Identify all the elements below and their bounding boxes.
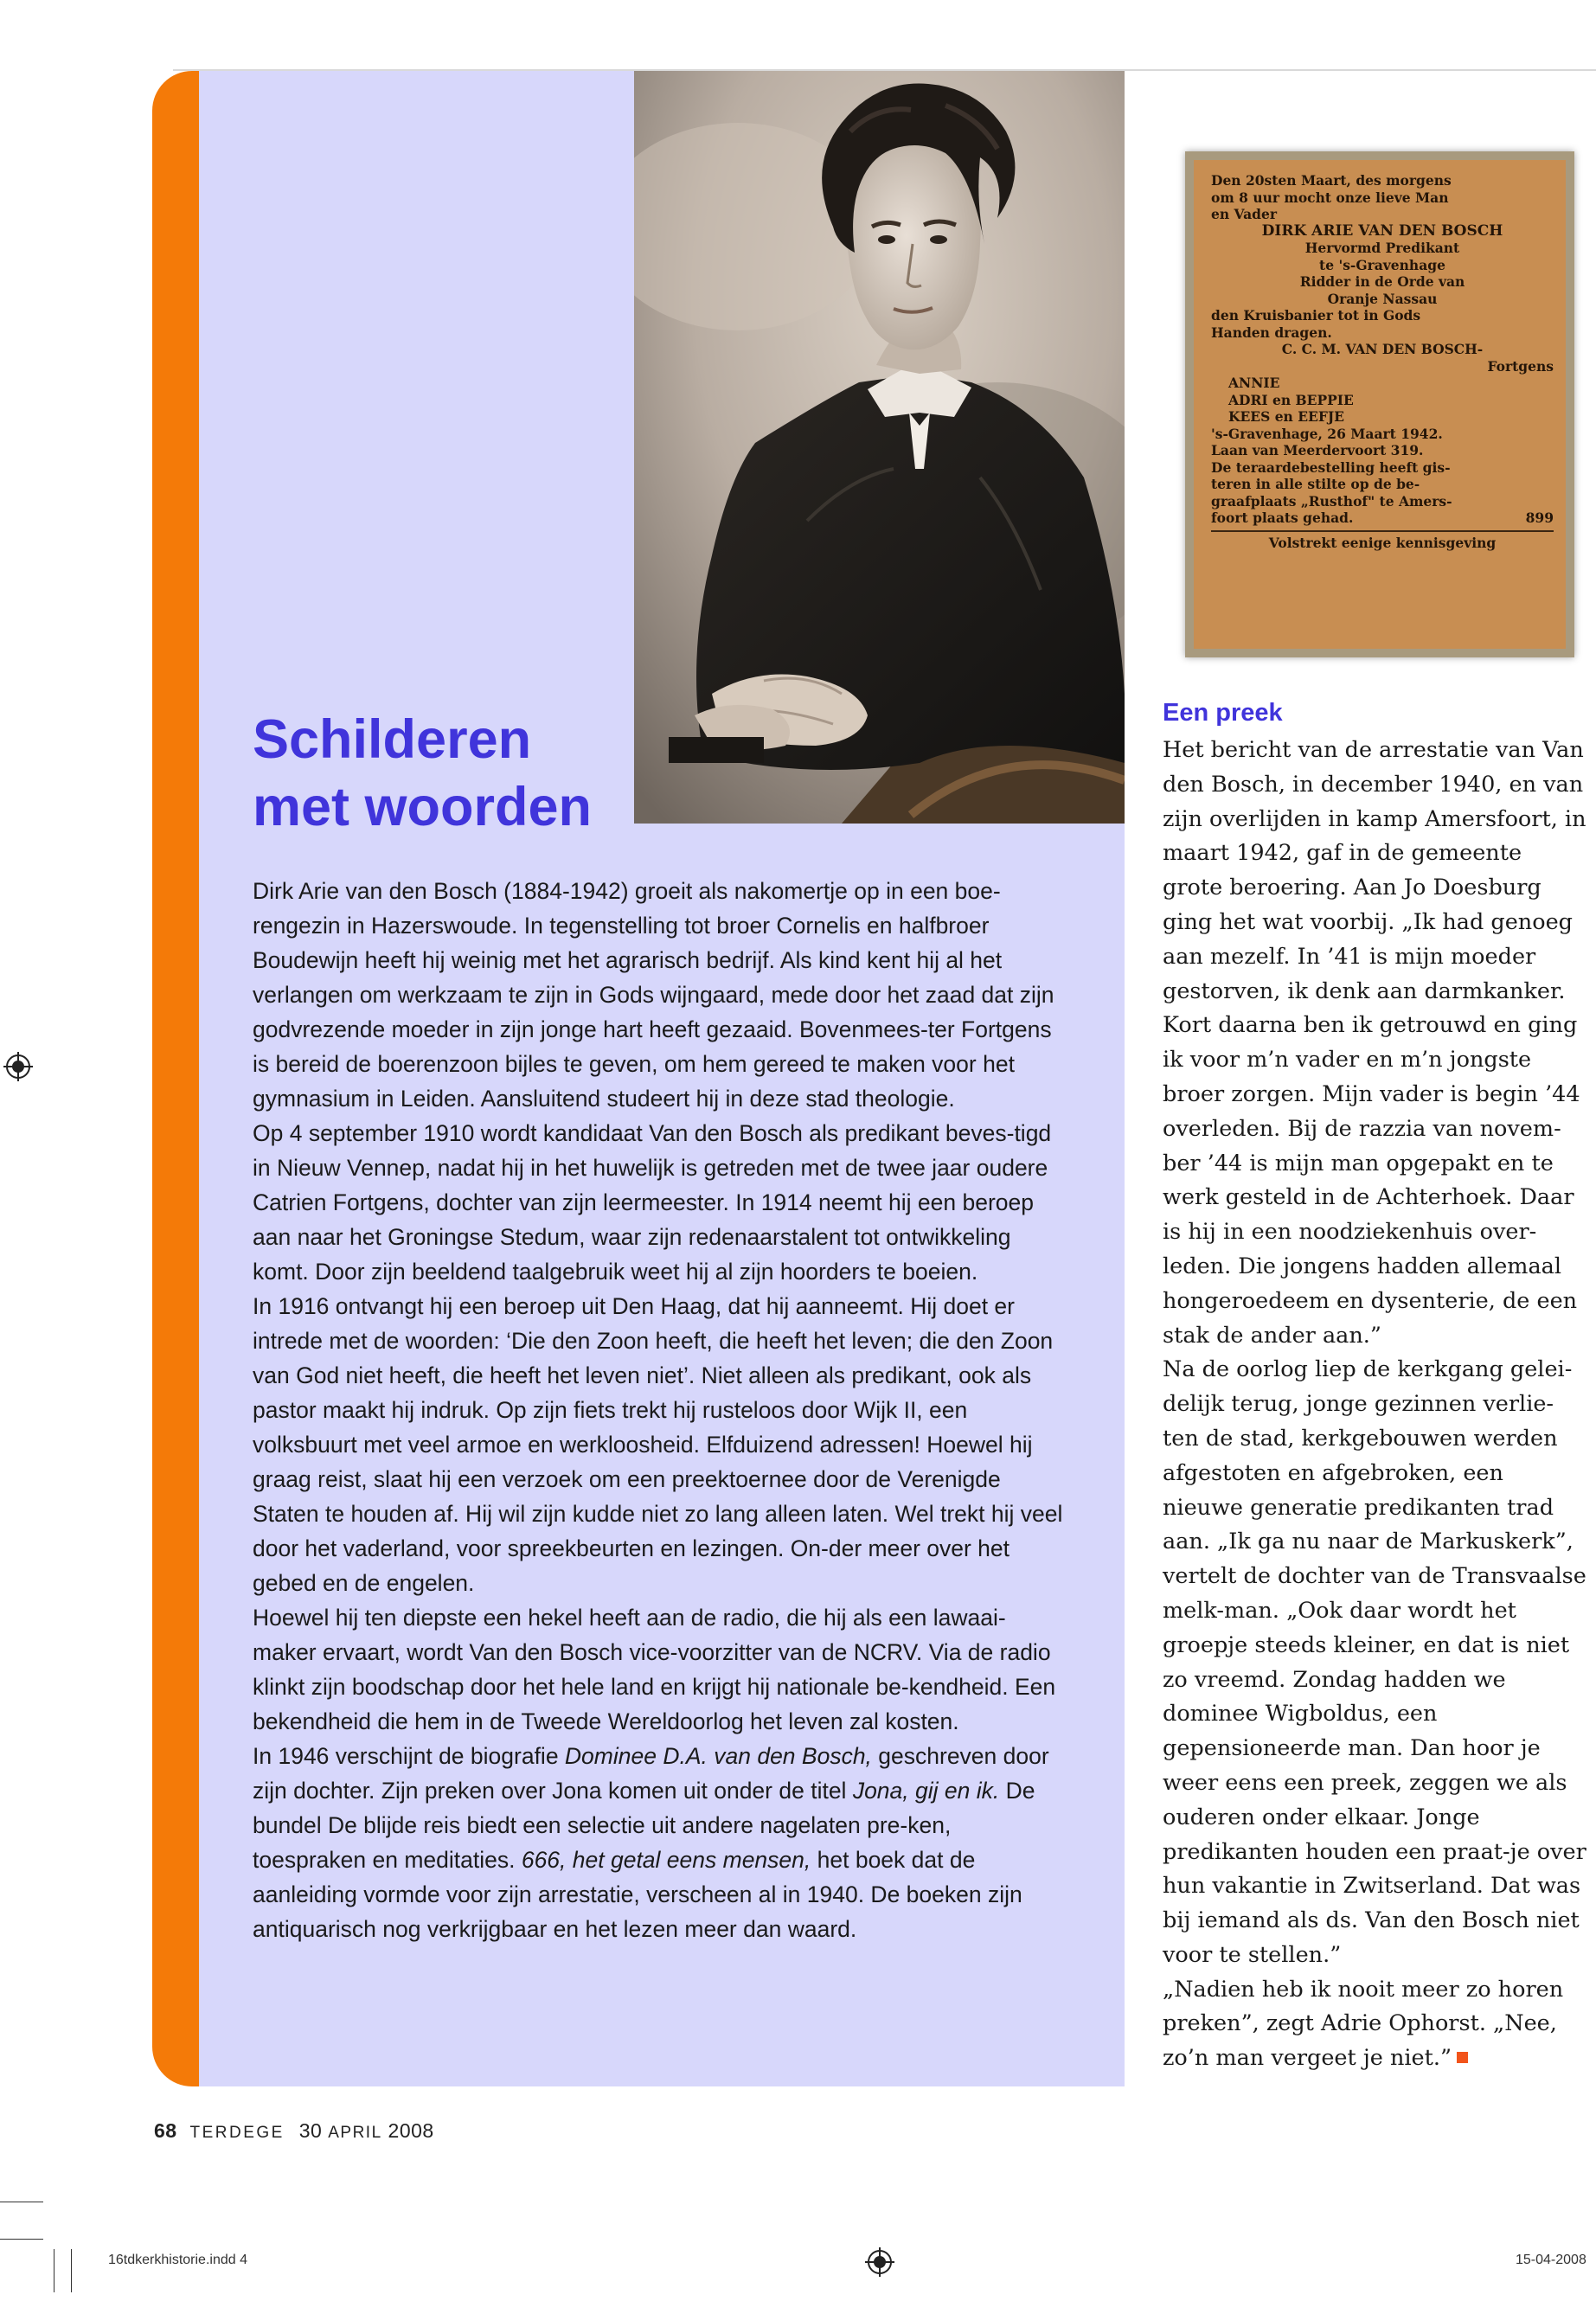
article-paragraph: [253, 1600, 1066, 1739]
article-text: Op 4 september 1910 wordt kandidaat Van den Bosch als predikant beves-tigd in Nieuw Vennep, nadat hij in het huwelijk is getreden met de twee jaar oudere Catrien Fortgens, dochter van zijn leermeester. In 1914 neemt hij een beroep aan naar het Groningse Stedum, waar zijn redenaarstalent tot ontwikkeling komt. Door zijn beeldend taalgebruik weet hij al zijn hoorders te boeien.: [253, 1120, 1052, 1285]
notice-title: te 's-Gravenhage: [1319, 256, 1445, 273]
portrait-photo: [634, 71, 1125, 824]
notice-line: den Kruisbanier tot in Gods: [1211, 307, 1421, 324]
notice-place-date: 's-Gravenhage, 26 Maart 1942.: [1211, 425, 1443, 442]
slug-date: 15-04-2008: [1516, 2253, 1586, 2267]
notice-closing: Volstrekt eenige kennisgeving: [1211, 530, 1554, 552]
sidebar-paragraph: [1163, 1973, 1586, 2076]
crop-mark: [0, 2239, 43, 2240]
article-headline: [253, 706, 633, 841]
article-paragraph: [253, 1116, 1066, 1289]
notice-child: ADRI en BEPPIE: [1228, 391, 1354, 408]
sidebar-heading: Een preek: [1163, 699, 1283, 727]
headline-line-1: Schilderen: [253, 709, 532, 770]
notice-line: om 8 uur mocht onze lieve Man: [1211, 189, 1449, 206]
sidebar-paragraph: Het bericht van de arrestatie van Van den Bosch, in december 1940, en van zijn overlijden in kamp Amersfoort, in maart 1942, gaf in de gemeente grote beroering. Aan Jo Doesburg ging het wat voorbij. „Ik had genoeg aan mezelf. In ’41 is mijn moeder gestorven, ik denk aan darmkanker. Kort daarna ben ik getrouwd en ging ik voor m’n vader en m’n jongste broer zorgen. Mijn vader is begin ’44 overleden. Bij de razzia van novem-ber ’44 is mijn man opgepakt en te werk gesteld in de Achterhoek. Daar is hij in een noodziekenhuis over-leden. Die jongens hadden allemaal hongeroedeem en dysenterie, de een stak de ander aan.”: [1163, 737, 1586, 1349]
notice-line: Handen dragen.: [1211, 324, 1332, 341]
notice-address: Laan van Meerdervoort 319.: [1211, 442, 1424, 458]
headline-line-2: met woorden: [253, 777, 593, 837]
notice-order: Ridder in de Orde van: [1299, 273, 1465, 290]
page-number: 68: [154, 2119, 177, 2142]
death-notice-clipping: [1185, 151, 1574, 657]
issue-month: APRIL: [328, 2124, 382, 2142]
page-folio: [154, 2119, 434, 2143]
notice-line: Den 20sten Maart, des morgens: [1211, 172, 1452, 189]
article-body: [253, 874, 1066, 1946]
article-text: geschreven door zijn dochter. Zijn preken over Jona komen uit onder de titel: [253, 1743, 1049, 1804]
notice-burial-text: foort plaats gehad.: [1211, 510, 1354, 526]
article-text: De bundel De blijde reis biedt een selectie uit andere nagelaten pre-ken, toespraken en meditaties.: [253, 1778, 1035, 1873]
magazine-name: TERDEGE: [189, 2124, 285, 2142]
notice-number: 899: [1525, 510, 1554, 526]
notice-order: Oranje Nassau: [1327, 290, 1438, 307]
slug-filename: 16tdkerkhistorie.indd 4: [108, 2253, 247, 2267]
sidebar-body: [1163, 734, 1586, 2076]
article-text: het boek dat de aanleiding vormde voor zijn arrestatie, verscheen al in 1940. De boeken zijn antiquarisch nog verkrijgbaar en het lezen meer dan waard.: [253, 1847, 1022, 1942]
portrait-illustration: [634, 71, 1125, 824]
article-paragraph: [253, 1739, 1066, 1946]
article-paragraph: [253, 1289, 1066, 1600]
italic-title: 666, het getal eens mensen,: [521, 1847, 811, 1873]
issue-day: 30: [298, 2119, 323, 2142]
orange-accent-bar: [152, 71, 201, 2086]
death-notice: [1194, 160, 1566, 649]
notice-burial: De teraardebestelling heeft gis-: [1211, 458, 1451, 476]
notice-name: DIRK ARIE VAN DEN BOSCH: [1261, 222, 1503, 240]
issue-year: 2008: [388, 2119, 434, 2142]
notice-line: en Vader: [1211, 206, 1278, 222]
sidebar-paragraph-text: „Nadien heb ik nooit meer zo horen preken”, zegt Adrie Ophorst. „Nee, zo’n man vergeet je niet.”: [1163, 1976, 1564, 2072]
italic-title: Jona, gij en ik.: [852, 1778, 1000, 1804]
notice-burial: teren in alle stilte op de be-: [1211, 476, 1420, 492]
registration-mark-icon: [3, 1052, 33, 1081]
article-text: Dirk Arie van den Bosch (1884-1942) groeit als nakomertje op in een boe-rengezin in Hazerswoude. In tegenstelling tot broer Cornelis en halfbroer Boudewijn heeft hij weinig met het agrarisch bedrijf. Als kind kent hij al het verlangen om werkzaam te zijn in Gods wijngaard, mede door het zaad dat zijn godvrezende moeder in zijn jonge hart heeft gezaaid. Bovenmees-ter Fortgens is bereid de boerenzoon bijles te geven, om hem gereed te maken voor het gymnasium in Leiden. Aansluitend studeert hij in deze stad theologie.: [253, 878, 1054, 1112]
article-text: In 1916 ontvangt hij een beroep uit Den Haag, dat hij aanneemt. Hij doet er intrede met de woorden: ‘Die den Zoon heeft, die heeft het leven; die den Zoon van God niet heeft, die heeft het leven niet’. Niet alleen als predikant, ook als pastor maakt hij indruk. Op zijn fiets trekt hij rusteloos door Wijk II, een volksbuurt met veel armoe en werkloosheid. Elfduizend adressen! Hoewel hij graag reist, slaat hij een verzoek om een preektoernee door de Verenigde Staten te houden af. Hij wil zijn kudde niet zo lang alleen laten. Wel trekt hij veel door het vaderland, voor spreekbeurten en lezingen. On-der meer over het gebed en de engelen.: [253, 1293, 1063, 1596]
notice-burial: [1211, 510, 1554, 527]
registration-mark-icon: [865, 2247, 894, 2277]
notice-child: KEES en EEFJE: [1228, 408, 1344, 425]
notice-widow: C. C. M. VAN DEN BOSCH-: [1281, 341, 1484, 357]
article-text: In 1946 verschijnt de biografie: [253, 1743, 565, 1769]
article-paragraph: [253, 874, 1066, 1116]
italic-title: Dominee D.A. van den Bosch,: [564, 1743, 872, 1769]
article-text: Hoewel hij ten diepste een hekel heeft aan de radio, die hij als een lawaai-maker ervaart, wordt Van den Bosch vice-voorzitter van de NCRV. Via de radio klinkt zijn boodschap door het hele land en krijgt hij nationale be-kendheid. Een bekendheid die hem in de Tweede Wereldoorlog het leven zal kosten.: [253, 1605, 1056, 1734]
end-mark-icon: [1457, 2052, 1468, 2063]
notice-child: ANNIE: [1228, 375, 1280, 391]
notice-widow-maiden: Fortgens: [1487, 357, 1554, 375]
crop-mark: [71, 2249, 72, 2292]
notice-title: Hervormd Predikant: [1304, 240, 1460, 256]
notice-burial: graafplaats „Rusthof" te Amers-: [1211, 492, 1452, 510]
sidebar-paragraph: Na de oorlog liep de kerkgang gelei-delijk terug, jonge gezinnen verlie-ten de stad, kerkgebouwen werden afgestoten en afgebroken, een nieuwe generatie predikanten trad aan. „Ik ga nu naar de Markuskerk”, vertelt de dochter van de Transvaalse melk-man. „Ook daar wordt het groepje steeds kleiner, en dat is niet zo vreemd. Zondag hadden we dominee Wigboldus, een gepensioneerde man. Dan hoor je weer eens een preek, zeggen we als ouderen onder elkaar. Jonge predikanten houden een praat-je over hun vakantie in Zwitserland. Dat was bij iemand als ds. Van den Bosch niet voor te stellen.”: [1163, 1356, 1586, 1968]
